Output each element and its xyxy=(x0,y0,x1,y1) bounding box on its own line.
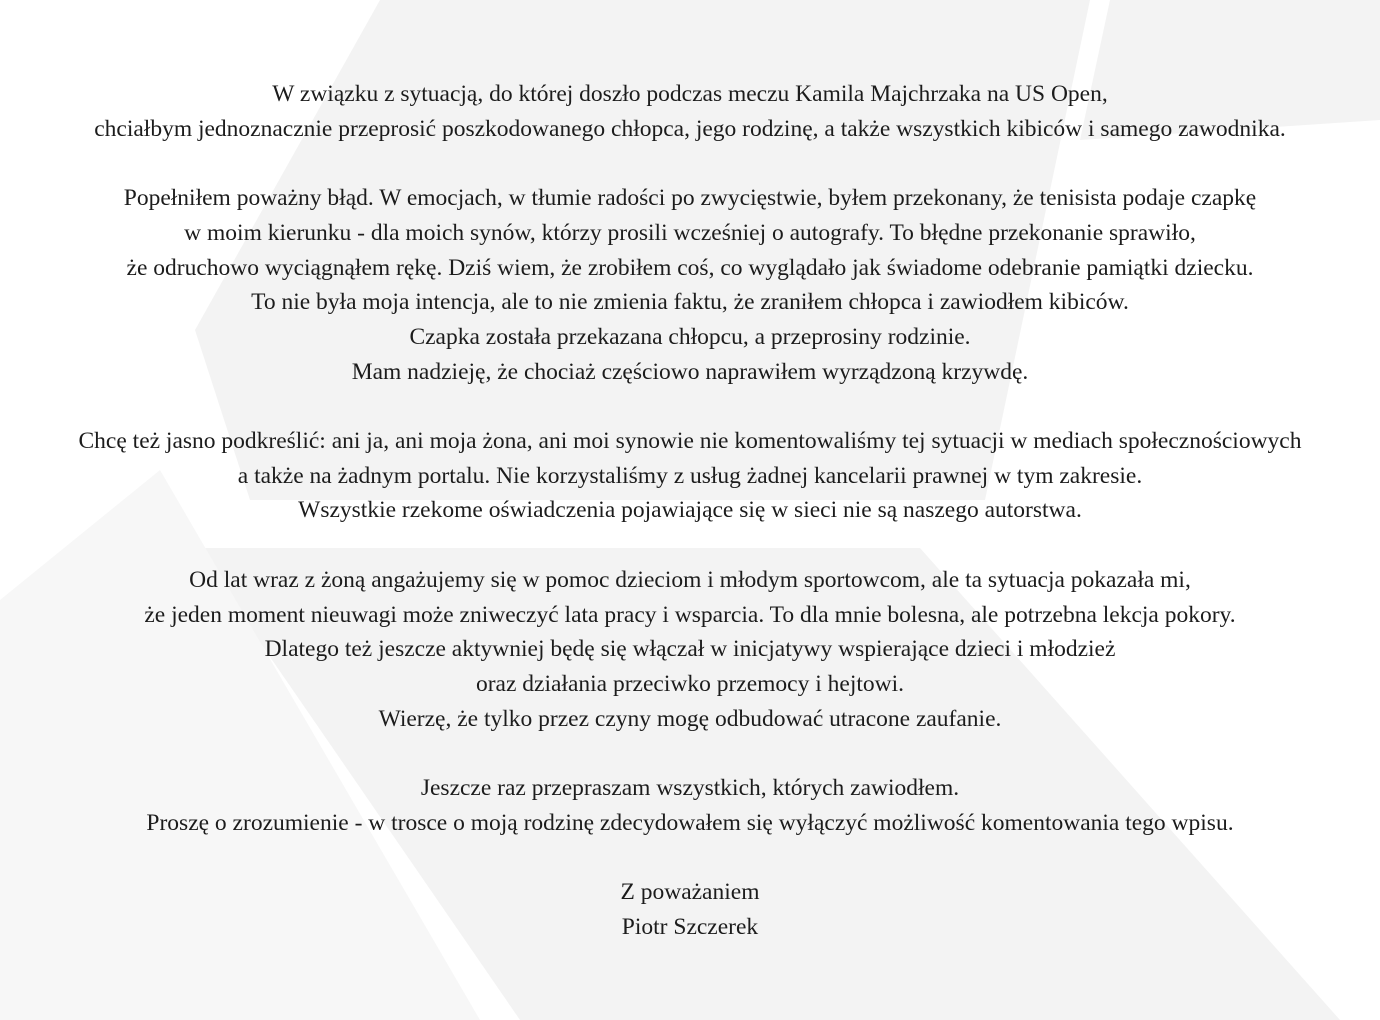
text-line: Proszę o zrozumienie - w trosce o moją rodzinę zdecydowałem się wyłączyć możliwość komentowania tego wpisu. xyxy=(146,809,1234,836)
text-line: oraz działania przeciwko przemocy i hejtowi. xyxy=(475,670,905,697)
text-line: Jeszcze raz przepraszam wszystkich, których zawiodłem. xyxy=(420,775,960,801)
text-line: Mam nadzieję, że chociaż częściowo naprawiłem wyrządzoną krzywdę. xyxy=(351,358,1029,385)
text-line: Wierzę, że tylko przez czyny mogę odbudować utracone zaufanie. xyxy=(378,705,1002,732)
paragraph-final-apology xyxy=(0,771,1380,840)
closing: Z poważaniem xyxy=(620,879,760,906)
paragraph-commitment xyxy=(0,563,1380,737)
text-line: chciałbym jednoznacznie przeprosić poszkodowanego chłopca, jego rodzinę, a także wszystkich kibiców i samego zawodnika. xyxy=(94,115,1286,142)
text-line: Wszystkie rzekome oświadczenia pojawiające się w sieci nie są naszego autorstwa. xyxy=(298,497,1082,524)
text-line: a także na żadnym portalu. Nie korzystaliśmy z usług żadnej kancelarii prawnej w tym zakresie. xyxy=(237,462,1143,489)
signature: Piotr Szczerek xyxy=(621,913,759,940)
text-line: że jeden moment nieuwagi może zniweczyć lata pracy i wsparcia. To dla mnie bolesna, ale potrzebna lekcja pokory. xyxy=(144,601,1236,628)
text-line: Popełniłem poważny błąd. W emocjach, w tłumie radości po zwycięstwie, byłem przekonany, że tenisista podaje czapkę xyxy=(123,185,1257,212)
statement-letter xyxy=(0,77,1380,945)
paragraph-mistake xyxy=(0,181,1380,389)
text-line: Dlatego też jeszcze aktywniej będę się włączał w inicjatywy wspierające dzieci i młodzież xyxy=(264,636,1116,663)
text-line: Chcę też jasno podkreślić: ani ja, ani moja żona, ani moi synowie nie komentowaliśmy tej sytuacji w mediach społecznościowych xyxy=(78,428,1302,454)
paragraph-clarification xyxy=(0,424,1380,528)
text-line: w moim kierunku - dla moich synów, którzy prosili wcześniej o autografy. To błędne przekonanie sprawiło, xyxy=(184,219,1196,246)
signoff xyxy=(0,875,1380,944)
text-line: W związku z sytuacją, do której doszło podczas meczu Kamila Majchrzaka na US Open, xyxy=(272,81,1108,107)
text-line: Od lat wraz z żoną angażujemy się w pomoc dzieciom i młodym sportowcom, ale ta sytuacja pokazała mi, xyxy=(189,566,1191,593)
text-line: Czapka została przekazana chłopcu, a przeprosiny rodzinie. xyxy=(409,323,971,350)
text-line: że odruchowo wyciągnąłem rękę. Dziś wiem, że zrobiłem coś, co wyglądało jak świadome odebranie pamiątki dziecku. xyxy=(126,254,1254,281)
text-line: To nie była moja intencja, ale to nie zmienia faktu, że zraniłem chłopca i zawiodłem kibiców. xyxy=(251,289,1129,316)
paragraph-apology xyxy=(0,77,1380,146)
